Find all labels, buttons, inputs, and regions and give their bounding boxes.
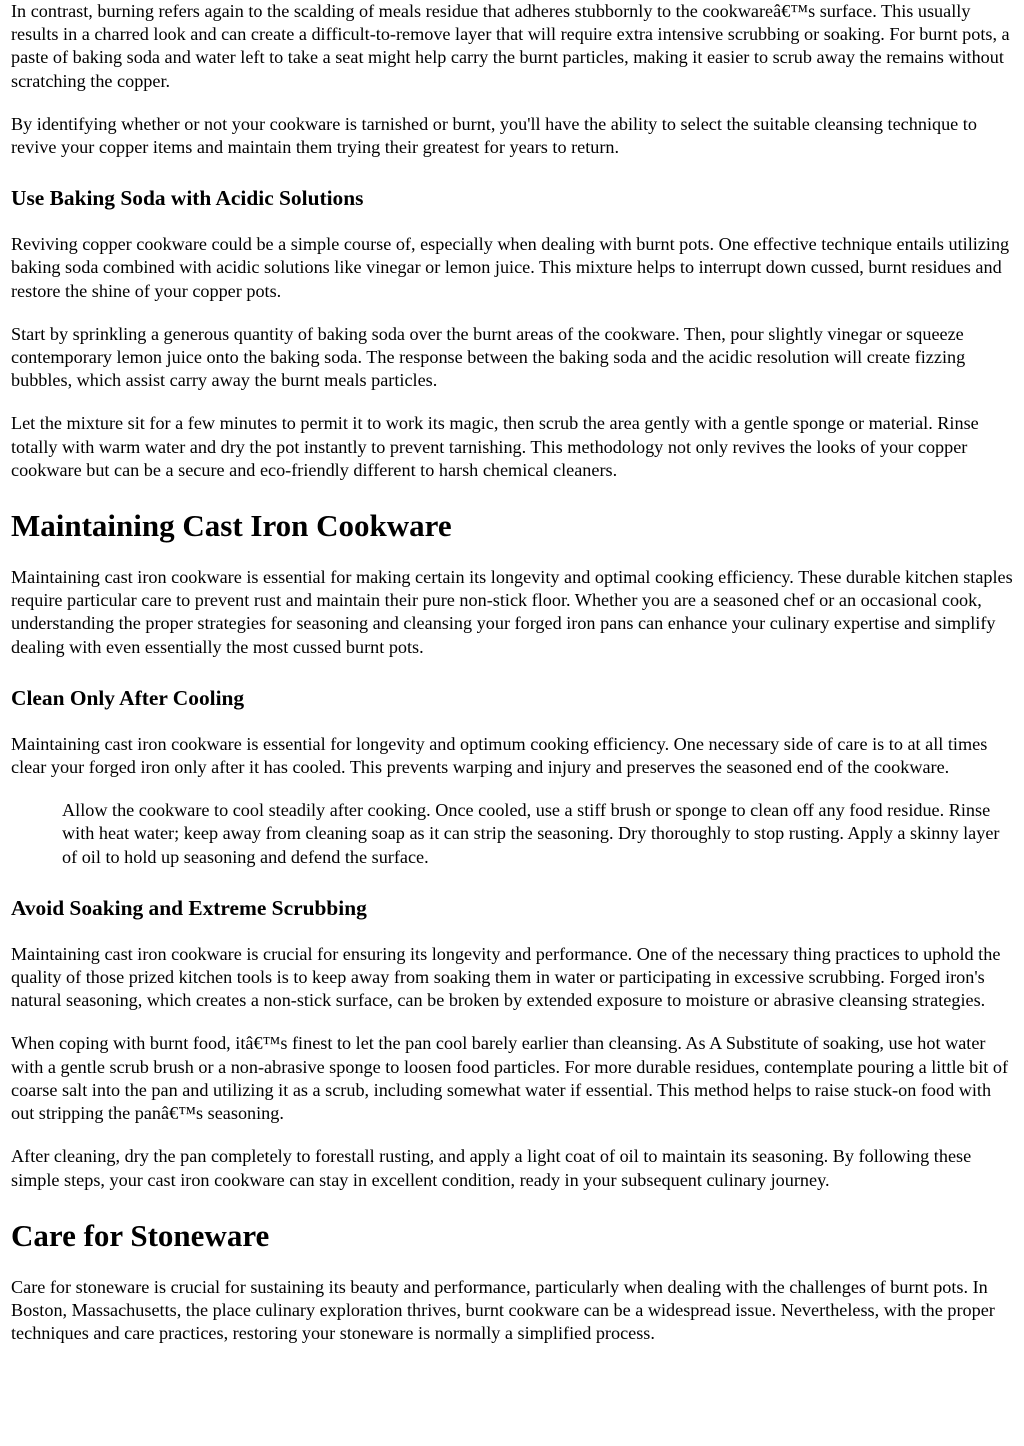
section-heading: Clean Only After Cooling: [11, 685, 245, 710]
paragraph: Care for stoneware is crucial for sustaining its beauty and performance, particularly when dealing with the challenges of burnt pots. In Boston, Massachusetts, the place culinary exploration thrives, burnt cookware can be a widespread issue. Nevertheless, with the proper techniques and care practices, restoring your stoneware is normally a simplified process.: [11, 1276, 995, 1344]
blockquote-text: Allow the cookware to cool steadily after cooking. Once cooled, use a stiff brush or sponge to clean off any food residue. Rinse with heat water; keep away from cleaning soap as it can strip the seasoning. Dry thoroughly to stop rusting. Apply a skinny layer of oil to hold up seasoning and defend the surface.: [62, 800, 1000, 867]
paragraph: Let the mixture sit for a few minutes to permit it to work its magic, then scrub the area gently with a gentle sponge or material. Rinse totally with warm water and dry the pot instantly to prevent tarnishing. This methodology not only revives the looks of your copper cookware but can be a secure and eco-friendly different to harsh chemical cleaners.: [11, 413, 979, 480]
paragraph: When coping with burnt food, itâ€™s finest to let the pan cool barely earlier than cleansing. As A Substitute of soaking, use hot water with a gentle scrub brush or a non-abrasive sponge to loosen food particles. For more durable residues, contemplate pouring a little bit of coarse salt into the pan and utilizing it as a scrub, including somewhat water if essential. This method helps to raise stuck-on food with out stripping the panâ€™s seasoning.: [11, 1033, 1009, 1124]
paragraph: Maintaining cast iron cookware is crucial for ensuring its longevity and performance. One of the necessary thing practices to uphold the quality of those prized kitchen tools is to keep away from soaking them in water or participating in excessive scrubbing. Forged iron's natural seasoning, which creates a non-stick surface, can be broken by extended exposure to moisture or abrasive cleansing strategies.: [11, 943, 1001, 1011]
paragraph: Maintaining cast iron cookware is essential for longevity and optimum cooking efficiency. One necessary side of care is to at all times clear your forged iron only after it has cooled. This prevents warping and injury and preserves the seasoned end of the cookware.: [11, 733, 988, 778]
section-title: Maintaining Cast Iron Cookware: [11, 508, 452, 544]
section-title: Care for Stoneware: [11, 1217, 270, 1253]
paragraph: Start by sprinkling a generous quantity of baking soda over the burnt areas of the cookware. Then, pour slightly vinegar or squeeze contemporary lemon juice onto the baking soda. The response between the baking soda and the acidic resolution will create fizzing bubbles, which assist carry away the burnt meals particles.: [11, 323, 966, 391]
paragraph: Reviving copper cookware could be a simple course of, especially when dealing with burnt pots. One effective technique entails utilizing baking soda combined with acidic solutions like vinegar or lemon juice. This mixture helps to interrupt down cussed, burnt residues and restore the shine of your copper pots.: [11, 234, 1010, 301]
paragraph: In contrast, burning refers again to the scalding of meals residue that adheres stubbornly to the cookwareâ€™s surface. This usually results in a charred look and can create a difficult-to-remove layer that will require extra intensive scrubbing or soaking. For burnt pots, a paste of baking soda and water left to take a seat might help carry the burnt particles, making it easier to scrub away the remains without scratching the copper.: [11, 1, 1010, 91]
blockquote: [62, 799, 1013, 869]
paragraph: By identifying whether or not your cookware is tarnished or burnt, you'll have the ability to select the suitable cleansing technique to revive your copper items and maintain them trying their greatest for years to return.: [11, 113, 977, 158]
section-heading: Avoid Soaking and Extreme Scrubbing: [11, 895, 367, 920]
paragraph: Maintaining cast iron cookware is essential for making certain its longevity and optimal cooking efficiency. These durable kitchen staples require particular care to prevent rust and maintain their pure non-stick floor. Whether you are a seasoned chef or an occasional cook, understanding the proper strategies for seasoning and cleansing your forged iron pans can enhance your culinary expertise and simplify dealing with even essentially the most cussed burnt pots.: [11, 567, 1013, 657]
section-heading: Use Baking Soda with Acidic Solutions: [11, 186, 364, 211]
paragraph: After cleaning, dry the pan completely to forestall rusting, and apply a light coat of oil to maintain its seasoning. By following these simple steps, your cast iron cookware can stay in excellent condition, ready in your subsequent culinary journey.: [11, 1146, 972, 1190]
